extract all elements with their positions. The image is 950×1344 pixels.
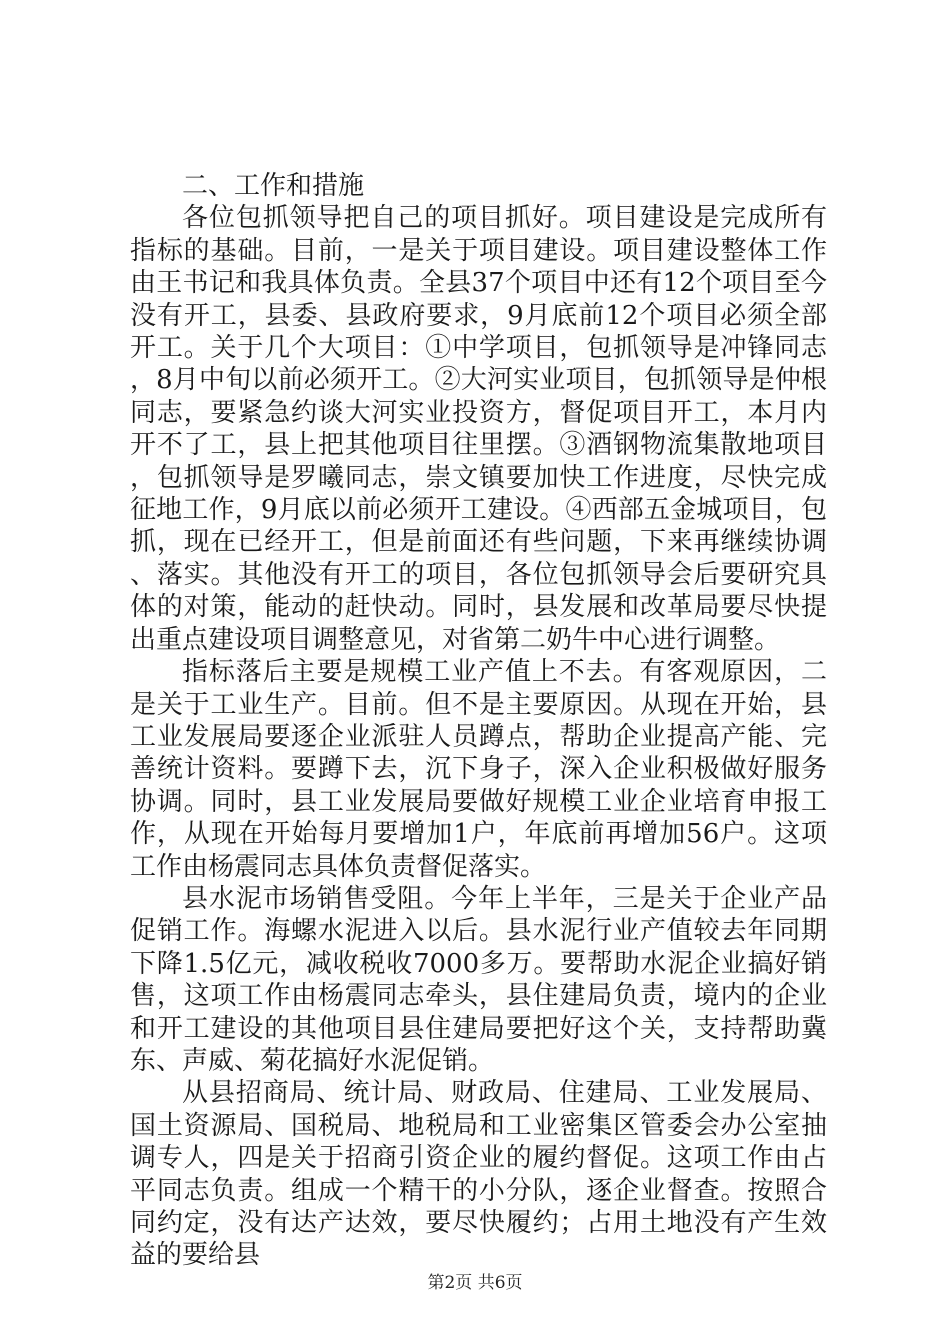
- page-number-footer: 第2页 共6页: [427, 1273, 523, 1293]
- paragraph-project-construction: 各位包抓领导把自己的项目抓好。项目建设是完成所有指标的基础。目前，一是关于项目建设。项目建设整体工作由王书记和我具体负责。全县37个项目中还有12个项目至今没有开工，县委、县政府要求，9月底前12个项目必须全部开工。关于几个大项目：①中学项目，包抓领导是冲锋同志，8月中旬以前必须开工。②大河实业项目，包抓领导是仲根同志，要紧急约谈大河实业投资方，督促项目开工，本月内开不了工，县上把其他项目往里摆。③酒钢物流集散地项目，包抓领导是罗曦同志，崇文镇要加快工作进度，尽快完成征地工作，9月底以前必须开工建设。④西部五金城项目，包抓，现在已经开工，但是前面还有些问题，下来再继续协调、落实。其他没有开工的项目，各位包抓领导会后要研究具体的对策，能动的赶快动。同时，县发展和改革局要尽快提出重点建设项目调整意见，对省第二奶牛中心进行调整。: [130, 203, 827, 655]
- document-body: [130, 170, 827, 1272]
- paragraph-investment-supervision: 从县招商局、统计局、财政局、住建局、工业发展局、国土资源局、国税局、地税局和工业密集区管委会办公室抽调专人，四是关于招商引资企业的履约督促。这项工作由占平同志负责。组成一个精干的小分队，逐企业督查。按照合同约定，没有达产达效，要尽快履约；占用土地没有产生效益的要给县: [130, 1078, 827, 1271]
- section-heading: 二、工作和措施: [182, 171, 365, 201]
- paragraph-product-promotion: 县水泥市场销售受阻。今年上半年，三是关于企业产品促销工作。海螺水泥进入以后。县水泥行业产值较去年同期下降1.5亿元，减收税收7000多万。要帮助水泥企业搞好销售，这项工作由杨震同志牵头，县住建局负责，境内的企业和开工建设的其他项目县住建局要把好这个关，支持帮助冀东、声威、菊花搞好水泥促销。: [130, 883, 827, 1076]
- paragraph-industrial-production: 指标落后主要是规模工业产值上不去。有客观原因，二是关于工业生产。目前。但不是主要原因。从现在开始，县工业发展局要逐企业派驻人员蹲点，帮助企业提高产能、完善统计资料。要蹲下去，沉下身子，深入企业积极做好服务协调。同时，县工业发展局要做好规模工业企业培育申报工作，从现在开始每月要增加1户，年底前再增加56户。这项工作由杨震同志具体负责督促落实。: [130, 657, 827, 882]
